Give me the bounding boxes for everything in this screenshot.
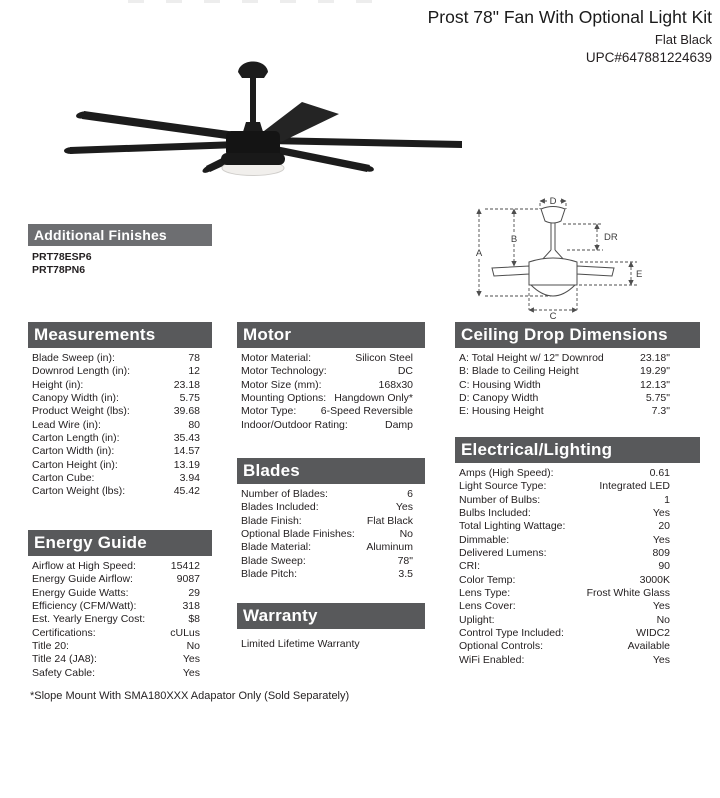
blades-rows bbox=[237, 488, 425, 581]
section-blades bbox=[237, 458, 425, 581]
spec-row bbox=[459, 365, 670, 378]
section-electrical-lighting bbox=[455, 437, 700, 667]
section-header-electrical: Electrical/Lighting bbox=[455, 437, 700, 463]
spec-label: Carton Cube: bbox=[32, 472, 95, 485]
spec-label: D: Canopy Width bbox=[459, 392, 539, 405]
spec-value: 0.61 bbox=[649, 467, 670, 479]
spec-label: Blade Sweep: bbox=[241, 554, 306, 567]
spec-row bbox=[32, 419, 200, 432]
spec-label: Energy Guide Watts: bbox=[32, 586, 129, 599]
spec-value: 12 bbox=[188, 365, 200, 378]
section-header-ceiling-drop: Ceiling Drop Dimensions bbox=[455, 322, 700, 348]
spec-row bbox=[459, 600, 670, 613]
spec-label: Number of Bulbs: bbox=[459, 493, 541, 506]
spec-row bbox=[459, 494, 670, 507]
warranty-text: Limited Lifetime Warranty bbox=[241, 638, 360, 650]
section-header-warranty: Warranty bbox=[237, 603, 425, 629]
spec-label: Blade Finish: bbox=[241, 514, 302, 527]
dim-label-dr: DR bbox=[604, 232, 618, 243]
dim-label-b: B bbox=[510, 234, 518, 245]
upc-code: UPC#647881224639 bbox=[585, 50, 712, 66]
dim-label-e: E bbox=[636, 269, 643, 280]
spec-value: 90 bbox=[658, 560, 670, 573]
finish-item: PRT78ESP6 bbox=[32, 251, 92, 263]
spec-row bbox=[32, 627, 200, 640]
spec-row bbox=[459, 520, 670, 533]
spec-label: CRI: bbox=[459, 560, 480, 573]
spec-label: Lead Wire (in): bbox=[32, 418, 101, 431]
spec-row bbox=[32, 365, 200, 378]
spec-label: Dimmable: bbox=[459, 533, 510, 546]
spec-label: Motor Technology: bbox=[241, 365, 327, 378]
spec-row bbox=[32, 472, 200, 485]
spec-value: Yes bbox=[652, 533, 670, 546]
finish-name: Flat Black bbox=[654, 31, 712, 47]
section-measurements bbox=[28, 322, 212, 499]
spec-label: Lens Cover: bbox=[459, 600, 516, 613]
spec-value: 14.57 bbox=[173, 445, 200, 458]
spec-row bbox=[241, 365, 413, 378]
spec-value: No bbox=[399, 528, 413, 541]
spec-label: Motor Type: bbox=[241, 405, 297, 418]
spec-label: Carton Weight (lbs): bbox=[32, 485, 126, 498]
dimension-diagram bbox=[452, 168, 708, 320]
spec-row bbox=[241, 555, 413, 568]
section-ceiling-drop-dimensions bbox=[455, 322, 700, 419]
spec-label: Title 20: bbox=[32, 640, 69, 653]
spec-value: 809 bbox=[652, 547, 670, 560]
spec-value: Integrated LED bbox=[599, 480, 670, 493]
spec-label: Motor Size (mm): bbox=[241, 378, 322, 391]
finish-list bbox=[28, 251, 212, 277]
spec-value: 9087 bbox=[176, 573, 200, 586]
spec-row bbox=[32, 587, 200, 600]
spec-row bbox=[32, 459, 200, 472]
spec-value: 3.94 bbox=[179, 472, 200, 485]
section-header-additional-finishes: Additional Finishes bbox=[28, 224, 212, 246]
spec-label: Control Type Included: bbox=[459, 627, 564, 640]
spec-value: 20 bbox=[658, 520, 670, 533]
diagram-light-dome bbox=[531, 285, 575, 296]
spec-row bbox=[32, 653, 200, 666]
spec-row bbox=[241, 419, 413, 432]
spec-row bbox=[32, 405, 200, 418]
spec-value: 6 bbox=[407, 488, 413, 500]
spec-row bbox=[459, 480, 670, 493]
spec-value: Aluminum bbox=[366, 541, 413, 554]
spec-row bbox=[32, 667, 200, 680]
spec-value: 168x30 bbox=[378, 378, 413, 391]
spec-row bbox=[459, 467, 670, 480]
spec-label: Carton Length (in): bbox=[32, 432, 120, 445]
spec-value: Silicon Steel bbox=[355, 352, 413, 364]
spec-value: 23.18 bbox=[173, 378, 200, 391]
spec-label: Motor Material: bbox=[241, 352, 312, 364]
diagram-canopy bbox=[541, 207, 565, 224]
spec-label: Color Temp: bbox=[459, 573, 516, 586]
spec-label: Height (in): bbox=[32, 378, 84, 391]
spec-label: Est. Yearly Energy Cost: bbox=[32, 613, 146, 626]
spec-value: No bbox=[656, 613, 670, 626]
diagram-blade-right bbox=[577, 266, 614, 276]
spec-value: 6-Speed Reversible bbox=[320, 405, 413, 418]
section-header-motor: Motor bbox=[237, 322, 425, 348]
spec-value: cULus bbox=[170, 626, 200, 639]
spec-row bbox=[241, 501, 413, 514]
spec-row bbox=[241, 528, 413, 541]
energy-guide-rows bbox=[28, 560, 212, 680]
spec-label: Light Source Type: bbox=[459, 480, 547, 493]
spec-row bbox=[32, 445, 200, 458]
spec-row bbox=[459, 654, 670, 667]
spec-row bbox=[241, 488, 413, 501]
spec-label: Downrod Length (in): bbox=[32, 365, 131, 378]
spec-row bbox=[459, 587, 670, 600]
spec-label: Bulbs Included: bbox=[459, 507, 531, 520]
spec-label: A: Total Height w/ 12" Downrod bbox=[459, 352, 604, 364]
ceiling-drop-rows bbox=[455, 352, 700, 419]
cropped-logo-remnant bbox=[128, 0, 378, 3]
spec-row bbox=[241, 541, 413, 554]
spec-label: C: Housing Width bbox=[459, 378, 541, 391]
spec-value: 1 bbox=[664, 493, 670, 506]
section-energy-guide bbox=[28, 530, 212, 680]
spec-row bbox=[32, 432, 200, 445]
spec-row bbox=[459, 560, 670, 573]
spec-row bbox=[241, 515, 413, 528]
spec-value: 80 bbox=[188, 418, 200, 431]
spec-value: 23.18" bbox=[639, 352, 670, 364]
spec-label: Efficiency (CFM/Watt): bbox=[32, 600, 137, 613]
motor-rows bbox=[237, 352, 425, 432]
spec-row bbox=[459, 614, 670, 627]
spec-label: Total Lighting Wattage: bbox=[459, 520, 566, 533]
spec-label: Blades Included: bbox=[241, 501, 319, 514]
spec-label: Blade Sweep (in): bbox=[32, 352, 115, 364]
dim-label-a: A bbox=[475, 248, 483, 259]
spec-row bbox=[241, 392, 413, 405]
spec-value: 39.68 bbox=[173, 405, 200, 418]
section-header-measurements: Measurements bbox=[28, 322, 212, 348]
slope-mount-footnote: *Slope Mount With SMA180XXX Adapator Only (Sold Separately) bbox=[30, 690, 350, 702]
spec-value: 5.75" bbox=[645, 392, 670, 405]
spec-value: Yes bbox=[652, 507, 670, 520]
spec-value: 45.42 bbox=[173, 485, 200, 498]
spec-value: Available bbox=[627, 640, 670, 653]
spec-value: 5.75 bbox=[179, 392, 200, 405]
spec-row bbox=[459, 507, 670, 520]
spec-row bbox=[241, 379, 413, 392]
spec-row bbox=[32, 392, 200, 405]
section-warranty bbox=[237, 603, 425, 650]
spec-label: Indoor/Outdoor Rating: bbox=[241, 418, 348, 431]
spec-value: Yes bbox=[652, 600, 670, 613]
section-header-blades: Blades bbox=[237, 458, 425, 484]
section-motor bbox=[237, 322, 425, 432]
spec-row bbox=[241, 568, 413, 581]
spec-label: WiFi Enabled: bbox=[459, 653, 525, 666]
spec-label: Mounting Options: bbox=[241, 392, 327, 405]
spec-value: Flat Black bbox=[366, 514, 413, 527]
spec-row bbox=[459, 392, 670, 405]
spec-label: Delivered Lumens: bbox=[459, 547, 547, 560]
finish-item: PRT78PN6 bbox=[32, 264, 86, 276]
spec-value: 78 bbox=[188, 352, 200, 364]
spec-label: Canopy Width (in): bbox=[32, 392, 119, 405]
spec-value: 7.3" bbox=[651, 405, 670, 418]
spec-label: Lens Type: bbox=[459, 587, 511, 600]
spec-value: Frost White Glass bbox=[586, 587, 670, 600]
spec-label: Blade Material: bbox=[241, 541, 312, 554]
spec-row bbox=[32, 640, 200, 653]
spec-label: Blade Pitch: bbox=[241, 568, 298, 581]
spec-value: 3000K bbox=[639, 573, 670, 586]
spec-value: 35.43 bbox=[173, 432, 200, 445]
spec-row bbox=[459, 352, 670, 365]
spec-label: Certifications: bbox=[32, 626, 96, 639]
spec-row bbox=[459, 379, 670, 392]
spec-row bbox=[459, 534, 670, 547]
spec-row bbox=[241, 405, 413, 418]
spec-value: 29 bbox=[188, 586, 200, 599]
spec-value: Yes bbox=[182, 653, 200, 666]
spec-value: Yes bbox=[652, 653, 670, 666]
spec-label: Amps (High Speed): bbox=[459, 467, 554, 479]
spec-label: Optional Controls: bbox=[459, 640, 544, 653]
spec-row bbox=[241, 352, 413, 365]
spec-label: Carton Width (in): bbox=[32, 445, 115, 458]
electrical-rows bbox=[455, 467, 700, 667]
spec-value: 19.29" bbox=[639, 365, 670, 378]
spec-value: Yes bbox=[395, 501, 413, 514]
spec-label: Product Weight (lbs): bbox=[32, 405, 130, 418]
spec-value: 78" bbox=[397, 554, 413, 567]
diagram-housing bbox=[529, 258, 577, 285]
spec-value: Yes bbox=[182, 666, 200, 679]
spec-row bbox=[32, 560, 200, 573]
spec-row bbox=[459, 574, 670, 587]
spec-value: 13.19 bbox=[173, 458, 200, 471]
spec-label: Energy Guide Airflow: bbox=[32, 573, 133, 586]
section-additional-finishes bbox=[28, 224, 212, 277]
spec-label: B: Blade to Ceiling Height bbox=[459, 365, 579, 378]
spec-row bbox=[459, 547, 670, 560]
spec-value: Damp bbox=[384, 418, 413, 431]
measurements-rows bbox=[28, 352, 212, 499]
dim-label-c: C bbox=[549, 311, 557, 320]
dim-label-d: D bbox=[549, 196, 557, 207]
spec-row bbox=[32, 352, 200, 365]
spec-value: 318 bbox=[182, 600, 200, 613]
spec-row bbox=[459, 627, 670, 640]
product-photo-fan bbox=[40, 45, 480, 225]
spec-label: Carton Height (in): bbox=[32, 458, 118, 471]
spec-label: Uplight: bbox=[459, 613, 495, 626]
spec-row bbox=[32, 379, 200, 392]
spec-value: 3.5 bbox=[398, 568, 413, 581]
spec-value: WIDC2 bbox=[636, 627, 670, 640]
spec-value: No bbox=[186, 640, 200, 653]
spec-label: Optional Blade Finishes: bbox=[241, 528, 355, 541]
spec-label: Safety Cable: bbox=[32, 666, 96, 679]
spec-label: Title 24 (JA8): bbox=[32, 653, 97, 666]
section-header-energy-guide: Energy Guide bbox=[28, 530, 212, 556]
spec-row bbox=[32, 485, 200, 498]
spec-row bbox=[32, 613, 200, 626]
spec-label: E: Housing Height bbox=[459, 405, 544, 418]
spec-value: DC bbox=[397, 365, 413, 378]
spec-row bbox=[459, 405, 670, 418]
spec-label: Number of Blades: bbox=[241, 488, 328, 500]
spec-row bbox=[32, 600, 200, 613]
spec-value: $8 bbox=[188, 613, 200, 626]
spec-row bbox=[32, 573, 200, 586]
spec-value: 12.13" bbox=[639, 378, 670, 391]
diagram-blade-left bbox=[492, 266, 529, 276]
page-title: Prost 78" Fan With Optional Light Kit bbox=[427, 7, 712, 27]
spec-label: Airflow at High Speed: bbox=[32, 560, 136, 572]
spec-value: Hangdown Only* bbox=[334, 392, 413, 405]
spec-value: 15412 bbox=[170, 560, 200, 572]
spec-row bbox=[459, 640, 670, 653]
